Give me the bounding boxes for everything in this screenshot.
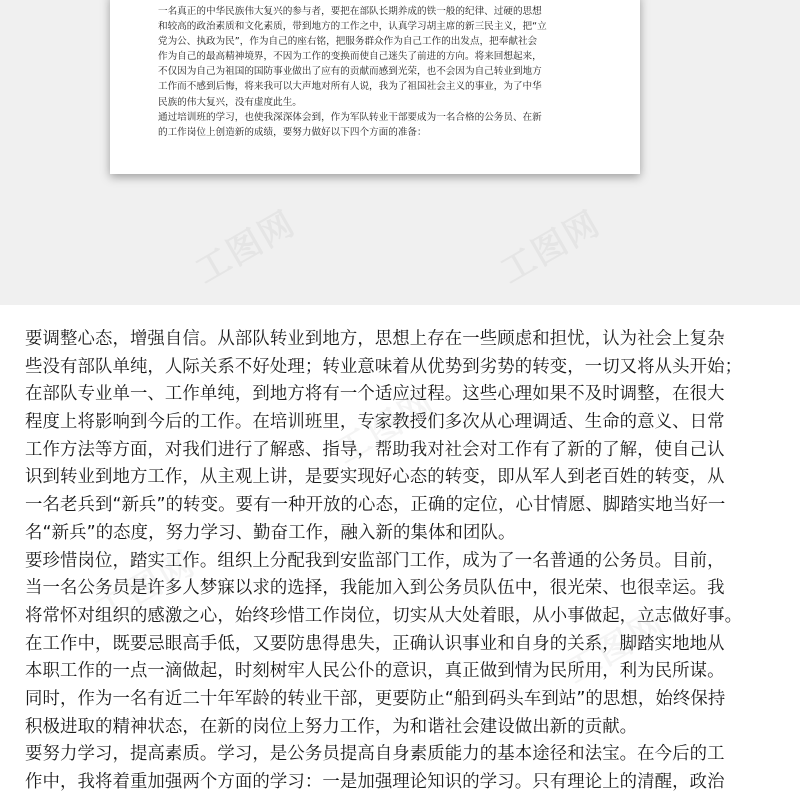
- body-text-line: 将常怀对组织的感激之心，始终珍惜工作岗位，切实从大处着眼，从小事做起，立志做好事。: [25, 605, 743, 626]
- body-text-line: 在部队专业单一、工作单纯，到地方将有一个适应过程。这些心理如果不及时调整，在很大: [25, 384, 725, 405]
- body-text-line: 要珍惜岗位，踏实工作。组织上分配我到安监部门工作，成为了一名普通的公务员。目前，: [25, 550, 725, 571]
- body-text-line: 在工作中，既要忌眼高手低，又要防患得患失，正确认识事业和自身的关系，脚踏实地地从: [25, 633, 725, 654]
- body-text-line: 当一名公务员是许多人梦寐以求的选择，我能加入到公务员队伍中，很光荣、也很幸运。我: [25, 578, 725, 599]
- preview-text-line: 和较高的政治素质和文化素质，带到地方的工作之中，认真学习胡主席的新三民主义，把“立: [158, 21, 547, 33]
- preview-text-line: 通过培训班的学习，也使我深深体会到，作为军队转业干部要成为一名合格的公务员、在新: [158, 111, 542, 123]
- body-text-line: 作中，我将着重加强两个方面的学习：一是加强理论知识的学习。只有理论上的清醒，政治: [25, 772, 725, 792]
- body-text-line: 要努力学习，提高素质。学习，是公务员提高自身素质能力的基本途径和法宝。在今后的工: [25, 744, 725, 765]
- preview-text-block: [158, 0, 640, 140]
- body-text-line: 名“新兵”的态度，努力学习、勤奋工作，融入新的集体和团队。: [25, 522, 516, 543]
- body-text-line: 积极进取的精神状态，在新的岗位上努力工作，为和谐社会建设做出新的贡献。: [25, 716, 638, 737]
- article-body: [25, 326, 785, 797]
- preview-text-line: 工作而不感到后悔，将来我可以大声地对所有人说，我为了祖国社会主义的事业，为了中华: [158, 81, 542, 93]
- preview-text-line: 作为自己的最高精神境界，不因为工作的变换而使自己迷失了前进的方向。将来回想起来，: [158, 51, 542, 63]
- preview-text-line: 一名真正的中华民族伟大复兴的参与者，要把在部队长期养成的铁一般的纪律、过硬的思想: [158, 6, 542, 17]
- document-preview-page: [110, 0, 640, 174]
- body-text-line: 一名老兵到“新兵”的转变。要有一种开放的心态，正确的定位，心甘情愿、脚踏实地当好一: [25, 495, 726, 516]
- preview-text-line: 不仅因为自己为祖国的国防事业做出了应有的贡献而感到光荣，也不会因为自己转业到地方: [158, 66, 542, 78]
- body-text-line: 程度上将影响到今后的工作。在培训班里，专家教授们多次从心理调适、生命的意义、日常: [25, 412, 725, 433]
- preview-text-line: 党为公、执政为民”，作为自己的座右铭，把服务群众作为自己工作的出发点，把奉献社会: [158, 36, 538, 48]
- body-text-line: 工作方法等方面，对我们进行了解惑、指导，帮助我对社会对工作有了新的了解，使自己认: [25, 439, 725, 460]
- body-text-line: 识到转业到地方工作，从主观上讲，是要实现好心态的转变，即从军人到老百姓的转变，从: [25, 467, 725, 488]
- body-text-line: 要调整心态，增强自信。从部队转业到地方，思想上存在一些顾虑和担忧，认为社会上复杂: [25, 329, 725, 349]
- body-text-line: 些没有部队单纯，人际关系不好处理；转业意味着从优势到劣势的转变，一切又将从头开始；: [25, 356, 743, 377]
- preview-text-line: 的工作岗位上创造新的成绩，要努力做好以下四个方面的准备：: [158, 126, 427, 138]
- body-text-line: 本职工作的一点一滴做起，时刻树牢人民公仆的意识，真正做到情为民所用，利为民所谋。: [25, 661, 725, 682]
- preview-text-line: 民族的伟大复兴，没有虚度此生。: [158, 96, 302, 108]
- body-text-line: 同时，作为一名有近二十年军龄的转业干部，更要防止“船到码头车到站”的思想，始终保持: [25, 688, 726, 709]
